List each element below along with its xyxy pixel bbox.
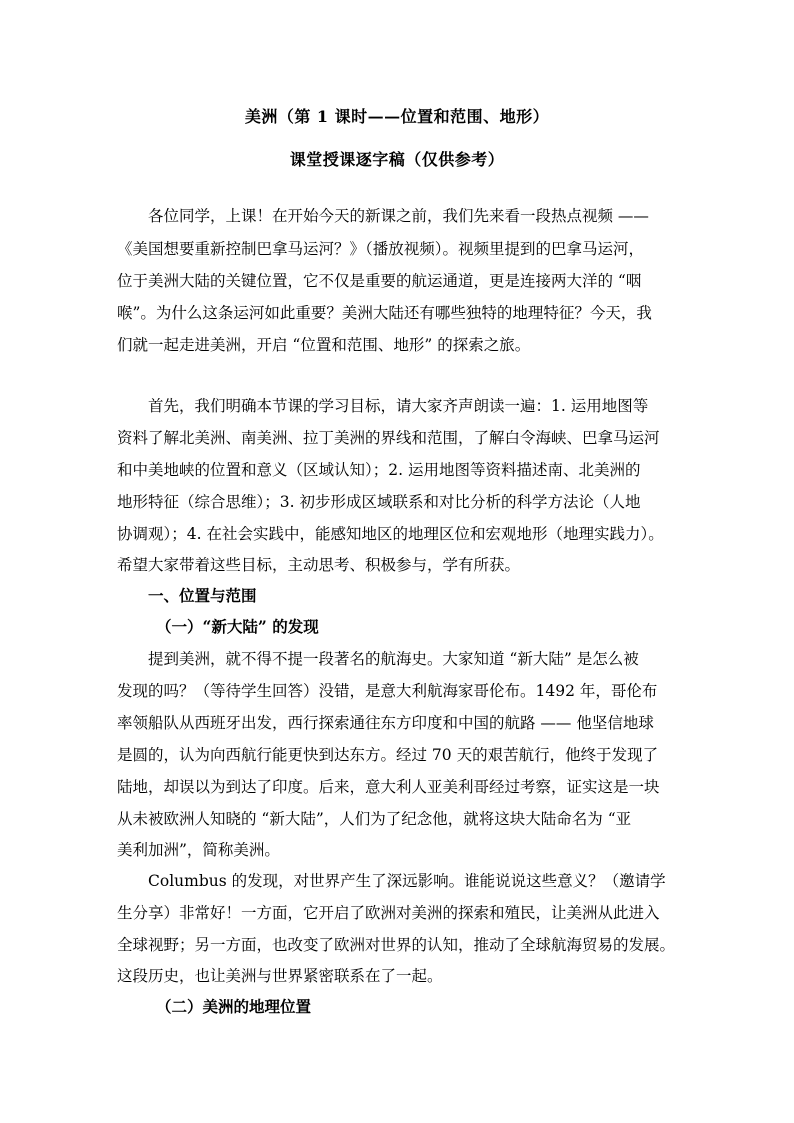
intro-line: 位于美洲大陆的关键位置，它不仅是重要的航运通道，更是连接两大洋的 “咽 xyxy=(117,272,642,290)
intro-line: 各位同学，上课！在开始今天的新课之前，我们先来看一段热点视频 —— xyxy=(148,207,649,225)
intro-line: 们就一起走进美洲，开启 “位置和范围、地形” 的探索之旅。 xyxy=(117,336,531,354)
discovery-line: 提到美洲，就不得不提一段著名的航海史。大家知道 “新大陆” 是怎么被 xyxy=(148,650,639,668)
discovery-line: 美利加洲”，简称美洲。 xyxy=(117,841,280,859)
section-heading: 一、位置与范围 xyxy=(148,586,257,605)
discovery-line: 陆地，却误以为到达了印度。后来，意大利人亚美利哥经过考察，证实这是一块 xyxy=(117,778,660,796)
columbus-line: 这段历史，也让美洲与世界紧密联系在了一起。 xyxy=(117,967,443,985)
goals-line: 首先，我们明确本节课的学习目标，请大家齐声朗读一遍：1. 运用地图等 xyxy=(148,397,649,415)
subsection-heading: （二）美洲的地理位置 xyxy=(156,997,312,1016)
document-title: 美洲（第 1 课时——位置和范围、地形） xyxy=(244,107,550,126)
columbus-line: 生分享）非常好！一方面，它开启了欧洲对美洲的探索和殖民，让美洲从此进入 xyxy=(117,904,660,922)
intro-line: 喉”。为什么这条运河如此重要？美洲大陆还有哪些独特的地理特征？今天，我 xyxy=(117,304,652,322)
goals-line: 资料了解北美洲、南美洲、拉丁美洲的界线和范围，了解白令海峡、巴拿马运河 xyxy=(117,429,660,447)
discovery-line: 率领船队从西班牙出发，西行探索通往东方印度和中国的航路 —— 他坚信地球 xyxy=(117,714,654,732)
goals-line: 协调观）；4. 在社会实践中，能感知地区的地理区位和宏观地形（地理实践力）。 xyxy=(117,525,664,543)
goals-line: 地形特征（综合思维）；3. 初步形成区域联系和对比分析的科学方法论（人地 xyxy=(117,493,641,511)
discovery-line: 是圆的，认为向西航行能更快到达东方。经过 70 天的艰苦航行，他终于发现了 xyxy=(117,746,659,764)
intro-line: 《美国想要重新控制巴拿马运河？》（播放视频）。视频里提到的巴拿马运河， xyxy=(117,240,645,258)
goals-line: 希望大家带着这些目标，主动思考、积极参与，学有所获。 xyxy=(117,556,521,574)
subsection-heading: （一）“新大陆” 的发现 xyxy=(156,617,319,636)
columbus-line: 全球视野；另一方面，也改变了欧洲对世界的认知，推动了全球航海贸易的发展。 xyxy=(117,936,676,954)
document-subtitle: 课堂授课逐字稿（仅供参考） xyxy=(289,150,505,169)
discovery-line: 发现的吗？（等待学生回答）没错，是意大利航海家哥伦布。1492 年，哥伦布 xyxy=(117,682,658,700)
goals-line: 和中美地峡的位置和意义（区域认知）；2. 运用地图等资料描述南、北美洲的 xyxy=(117,461,641,479)
discovery-line: 从未被欧洲人知晓的 “新大陆”，人们为了纪念他，就将这块大陆命名为 “亚 xyxy=(117,810,632,828)
columbus-line: Columbus 的发现，对世界产生了深远影响。谁能说说这些意义？（邀请学 xyxy=(148,872,666,890)
